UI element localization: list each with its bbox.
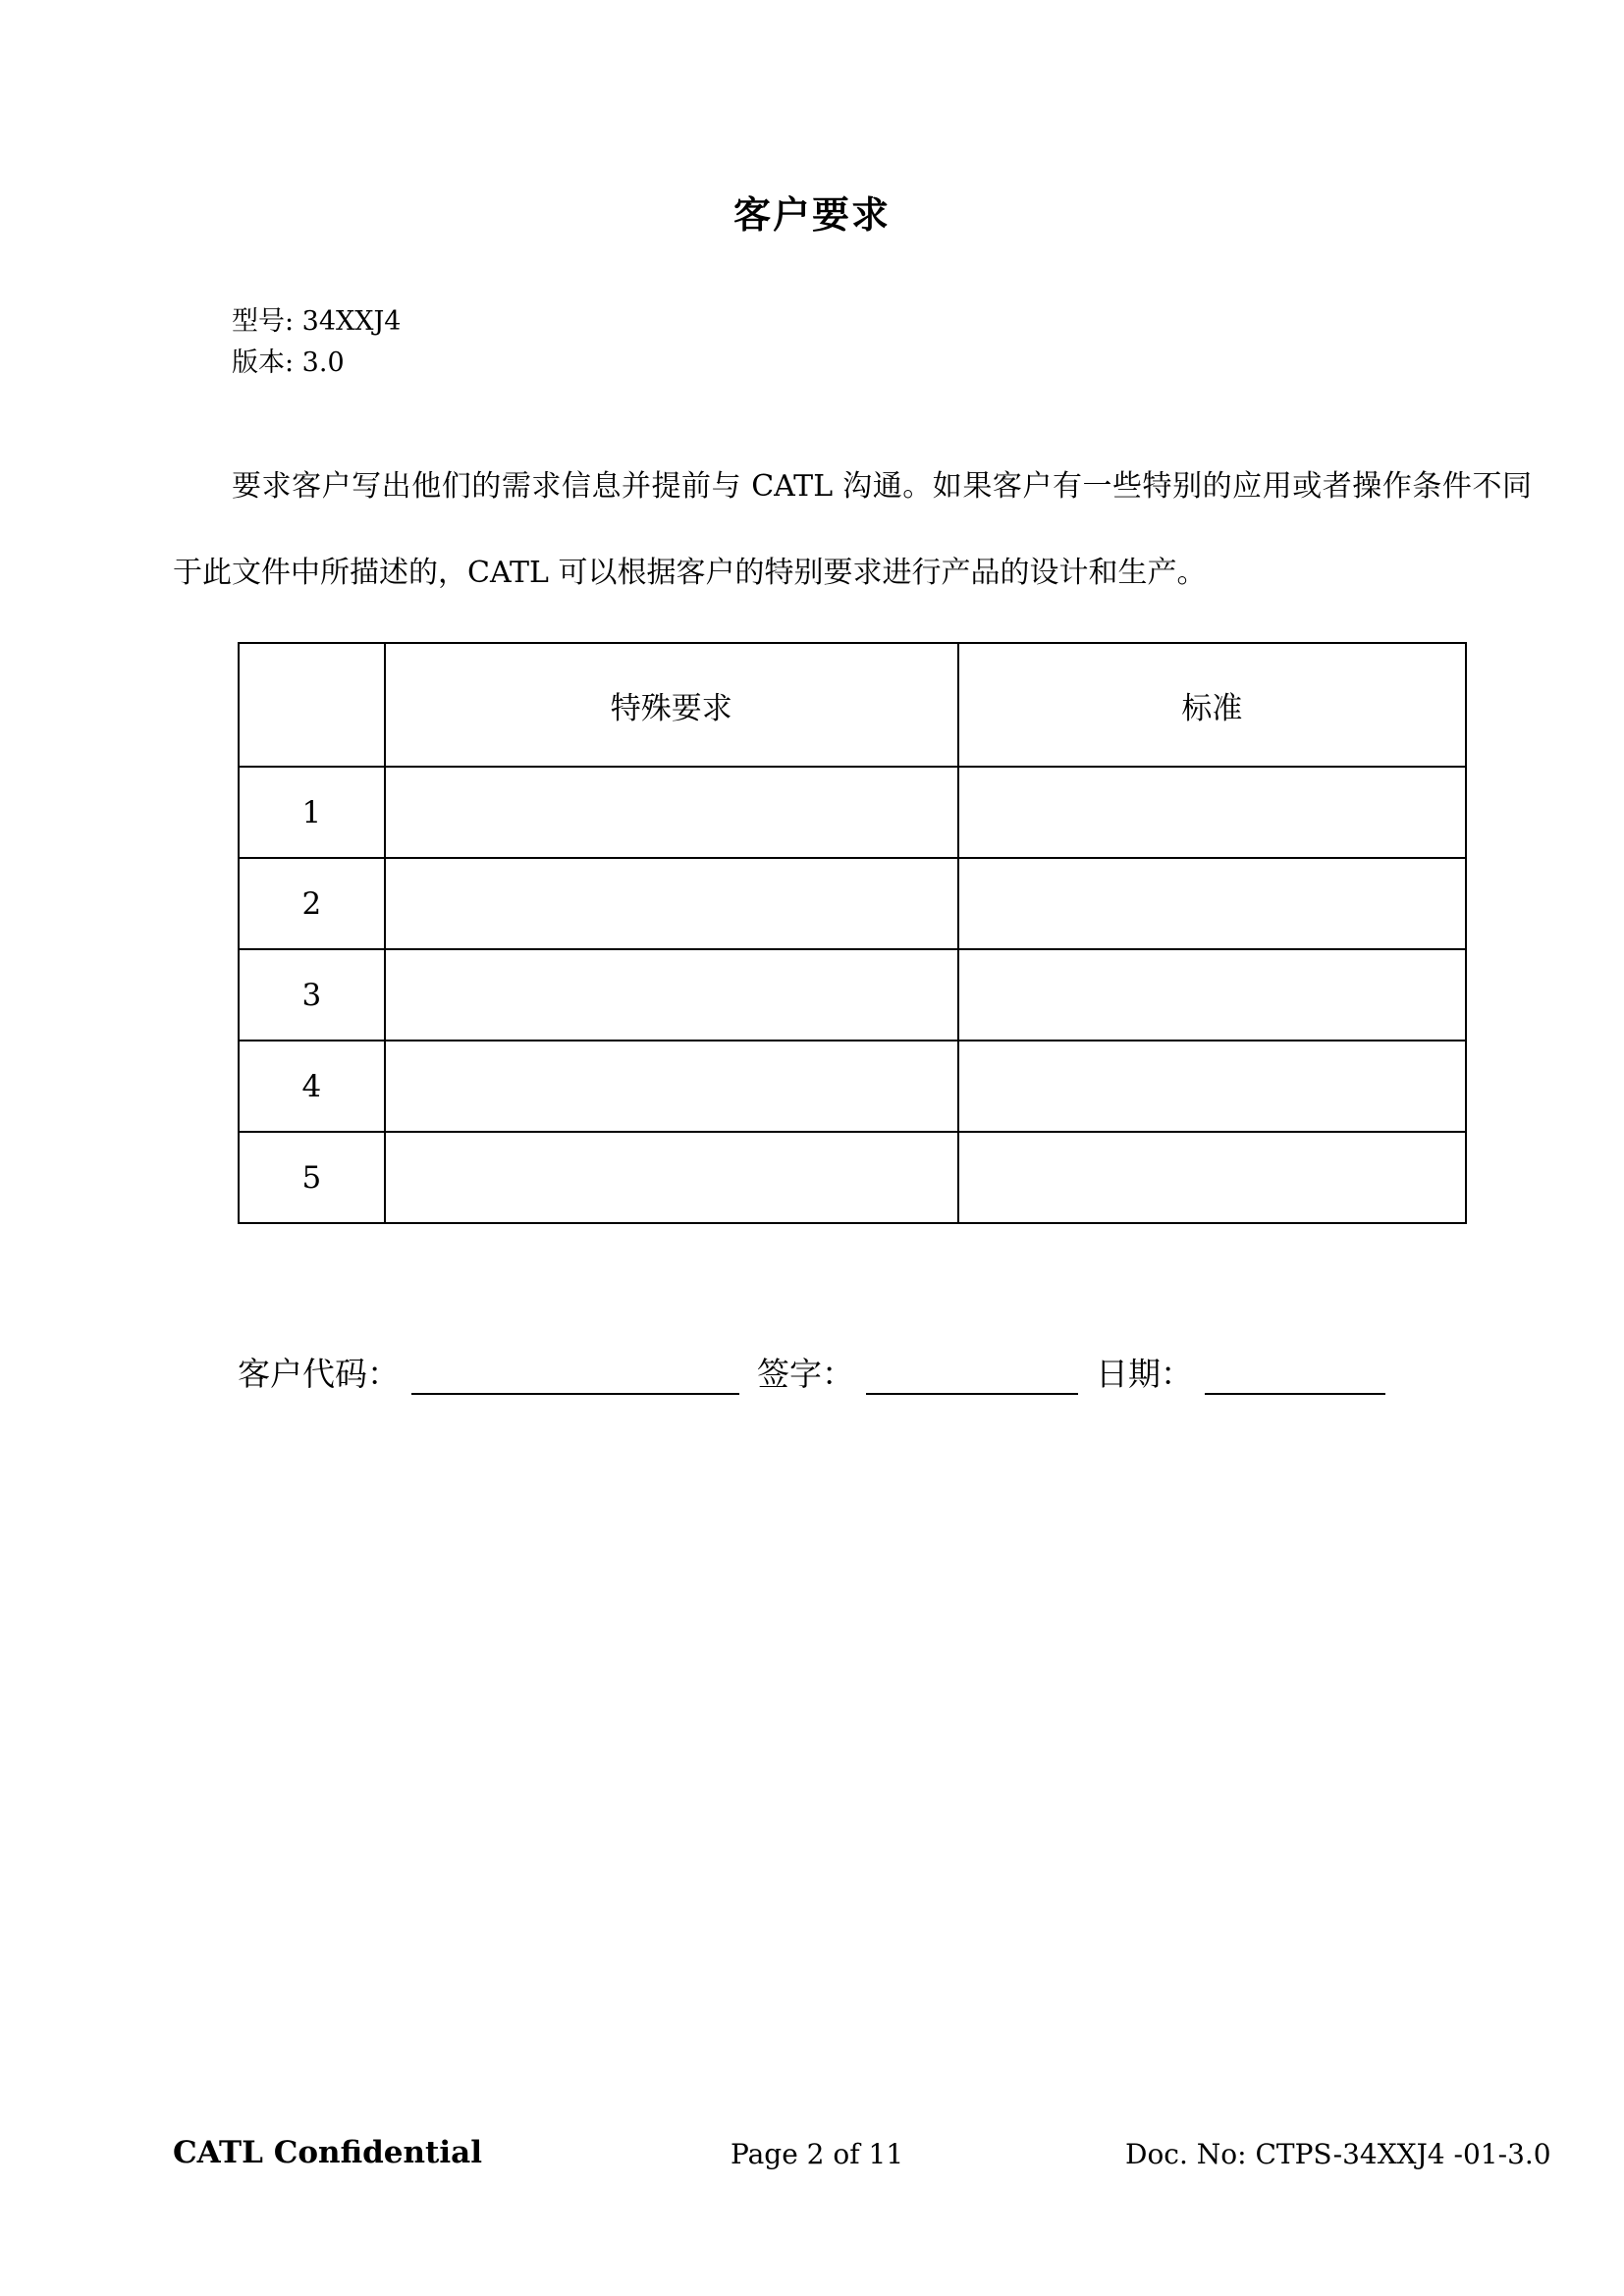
- page-title: 客户要求: [732, 192, 891, 237]
- customer-code-line[interactable]: [411, 1363, 739, 1395]
- table-row: [239, 767, 1466, 858]
- special-requirement-cell[interactable]: [385, 767, 958, 858]
- signature-row: [238, 1349, 1403, 1395]
- date-label: 日期：: [1096, 1355, 1193, 1393]
- requirements-table: [238, 642, 1467, 1224]
- header-standard: 标准: [958, 643, 1466, 767]
- version-line: 版本: 3.0: [232, 347, 345, 378]
- footer-confidential: CATL Confidential: [173, 2135, 483, 2170]
- model-line: 型号: 34XXJ4: [232, 306, 402, 337]
- intro-paragraph: 要求客户写出他们的需求信息并提前与 CATL 沟通。如果客户有一些特别的应用或者操作条件不同于此文件中所描述的，CATL 可以根据客户的特别要求进行产品的设计和生产。: [173, 469, 1532, 590]
- header-index-cell: [239, 643, 385, 767]
- date-line[interactable]: [1205, 1363, 1385, 1395]
- table-row: [239, 1132, 1466, 1223]
- row-index: 1: [239, 767, 385, 858]
- table-row: [239, 858, 1466, 949]
- table-header-row: [239, 643, 1466, 767]
- footer-doc-number: Doc. No: CTPS-34XXJ4 -01-3.0: [1125, 2138, 1551, 2170]
- row-index: 4: [239, 1041, 385, 1132]
- standard-cell[interactable]: [958, 858, 1466, 949]
- row-index: 3: [239, 949, 385, 1041]
- header-special-requirement: 特殊要求: [385, 643, 958, 767]
- row-index: 2: [239, 858, 385, 949]
- standard-cell[interactable]: [958, 1132, 1466, 1223]
- special-requirement-cell[interactable]: [385, 1041, 958, 1132]
- table-row: [239, 1041, 1466, 1132]
- standard-cell[interactable]: [958, 767, 1466, 858]
- special-requirement-cell[interactable]: [385, 858, 958, 949]
- table-row: [239, 949, 1466, 1041]
- footer-page-number: Page 2 of 11: [731, 2138, 904, 2170]
- row-index: 5: [239, 1132, 385, 1223]
- special-requirement-cell[interactable]: [385, 949, 958, 1041]
- signature-label: 签字：: [757, 1355, 854, 1393]
- customer-code-label: 客户代码：: [238, 1355, 400, 1393]
- signature-line[interactable]: [866, 1363, 1078, 1395]
- special-requirement-cell[interactable]: [385, 1132, 958, 1223]
- standard-cell[interactable]: [958, 1041, 1466, 1132]
- standard-cell[interactable]: [958, 949, 1466, 1041]
